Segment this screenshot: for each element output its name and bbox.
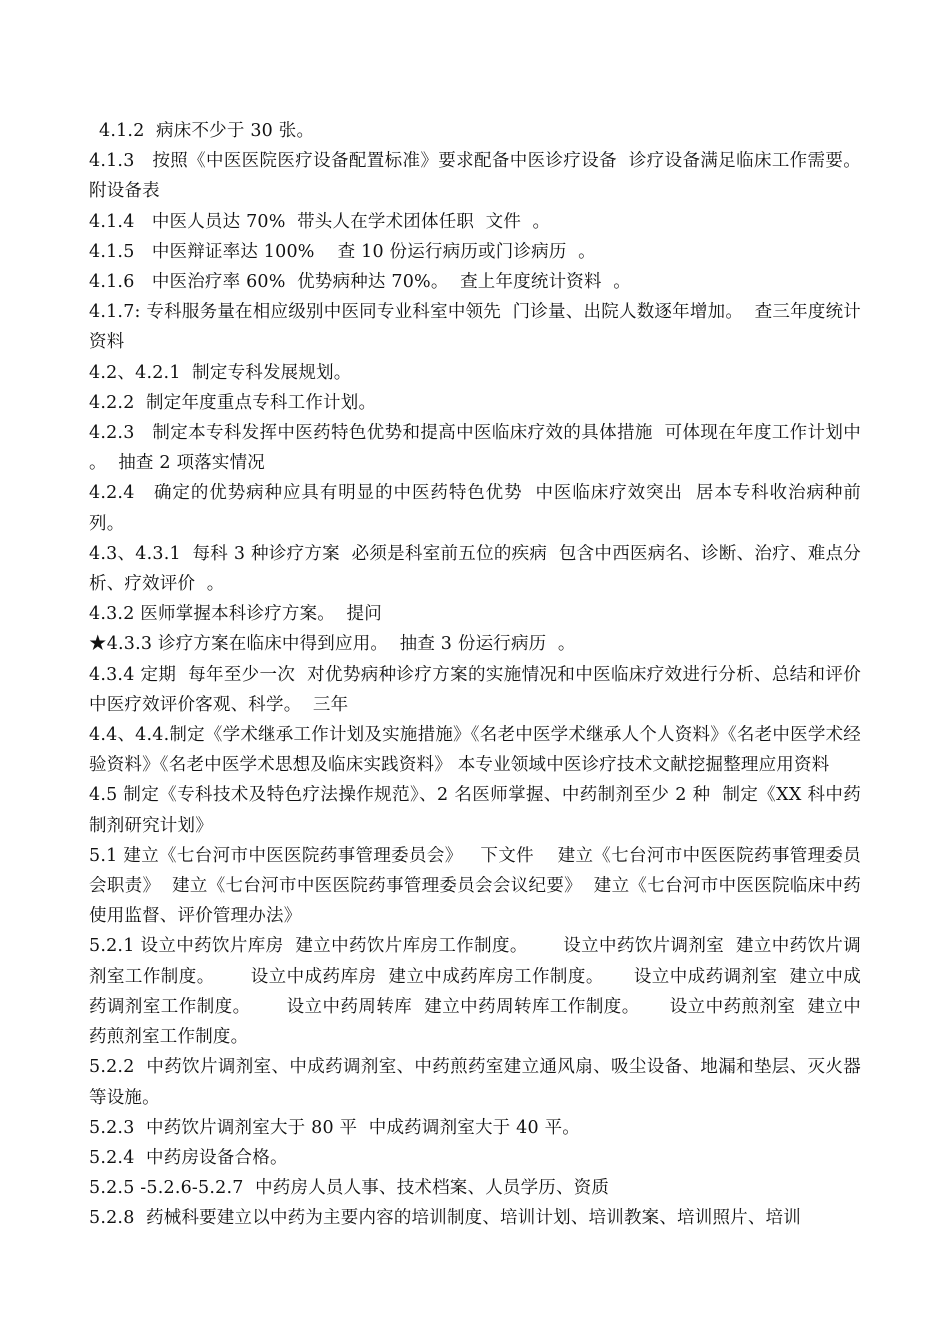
paragraph-4-2-2: 4.2.2 制定年度重点专科工作计划。 [89, 392, 377, 413]
paragraph-4-5: 4.5 制定《专科技术及特色疗法操作规范》、2 名医师掌握、中药制剂至少 2 种 制定《XX 科中药制剂研究计划》 [89, 785, 861, 836]
paragraph-4-2-1: 4.2、4.2.1 制定专科发展规划。 [89, 362, 352, 383]
paragraph-5-2-2: 5.2.2 中药饮片调剂室、中成药调剂室、中药煎药室建立通风扇、吸尘设备、地漏和垫层、灭火器等设施。 [89, 1057, 861, 1108]
paragraph-4-1-5: 4.1.5 中医辩证率达 100% 查 10 份运行病历或门诊病历 。 [89, 241, 596, 262]
paragraph-5-1: 5.1 建立《七台河市中医医院药事管理委员会》 下文件 建立《七台河市中医医院药事管理委员会职责》 建立《七台河市中医医院药事管理委员会会议纪要》 建立《七台河市中医医院临床中药使用监督、评价管理办法》 [89, 845, 861, 927]
paragraph-5-2-8: 5.2.8 药械科要建立以中药为主要内容的培训制度、培训计划、培训教案、培训照片、培训 [89, 1208, 801, 1229]
paragraph-4-3-4: 4.3.4 定期 每年至少一次 对优势病种诊疗方案的实施情况和中医临床疗效进行分析、总结和评价 中医疗效评价客观、科学。 三年 [89, 664, 873, 715]
paragraph-4-1-3: 4.1.3 按照《中医医院医疗设备配置标准》要求配备中医诊疗设备 诊疗设备满足临床工作需要。 附设备表 [89, 151, 873, 202]
paragraph-5-2-3: 5.2.3 中药饮片调剂室大于 80 平 中成药调剂室大于 40 平。 [89, 1117, 580, 1138]
paragraph-4-2-3: 4.2.3 制定本专科发挥中医药特色优势和提高中医临床疗效的具体措施 可体现在年度工作计划中 。 抽查 2 项落实情况 [89, 423, 873, 474]
paragraph-5-2-4: 5.2.4 中药房设备合格。 [89, 1147, 288, 1168]
paragraph-5-2-1: 5.2.1 设立中药饮片库房 建立中药饮片库房工作制度。 设立中药饮片调剂室 建立中药饮片调剂室工作制度。 设立中成药库房 建立中成药库房工作制度。 设立中成药调剂室 建立中成药调剂室工作制度。 设立中药周转库 建立中药周转库工作制度。 设立中药煎剂室 建立中药煎剂室工作制度。 [89, 936, 861, 1048]
paragraph-4-3-2: 4.3.2 医师掌握本科诊疗方案。 提问 [89, 604, 382, 625]
paragraph-4-3-3: ★4.3.3 诊疗方案在临床中得到应用。 抽查 3 份运行病历 。 [89, 634, 576, 655]
paragraph-4-1-6: 4.1.6 中医治疗率 60% 优势病种达 70%。 查上年度统计资料 。 [89, 272, 631, 293]
paragraph-4-1-2: 4.1.2 病床不少于 30 张。 [99, 121, 315, 141]
paragraph-5-2-5: 5.2.5 -5.2.6-5.2.7 中药房人员人事、技术档案、人员学历、资质 [89, 1178, 610, 1199]
paragraph-4-1-7: 4.1.7: 专科服务量在相应级别中医同专业科室中领先 门诊量、出院人数逐年增加。 查三年度统计资料 [89, 302, 861, 353]
paragraph-4-1-4: 4.1.4 中医人员达 70% 带头人在学术团体任职 文件 。 [89, 211, 551, 232]
paragraph-4-3-1: 4.3、4.3.1 每科 3 种诊疗方案 必须是科室前五位的疾病 包含中西医病名、诊断、治疗、难点分析、疗效评价 。 [89, 543, 861, 595]
paragraph-4-4: 4.4、4.4.制定《学术继承工作计划及实施措施》《名老中医学术继承人个人资料》《名老中医学术经验资料》《名老中医学术思想及临床实践资料》 本专业领域中医诊疗技术文献挖掘整理应用资料 [89, 725, 861, 776]
document-body [89, 116, 873, 1234]
paragraph-4-2-4: 4.2.4 确定的优势病种应具有明显的中医药特色优势 中医临床疗效突出 居本专科收治病种前列。 [89, 483, 861, 534]
